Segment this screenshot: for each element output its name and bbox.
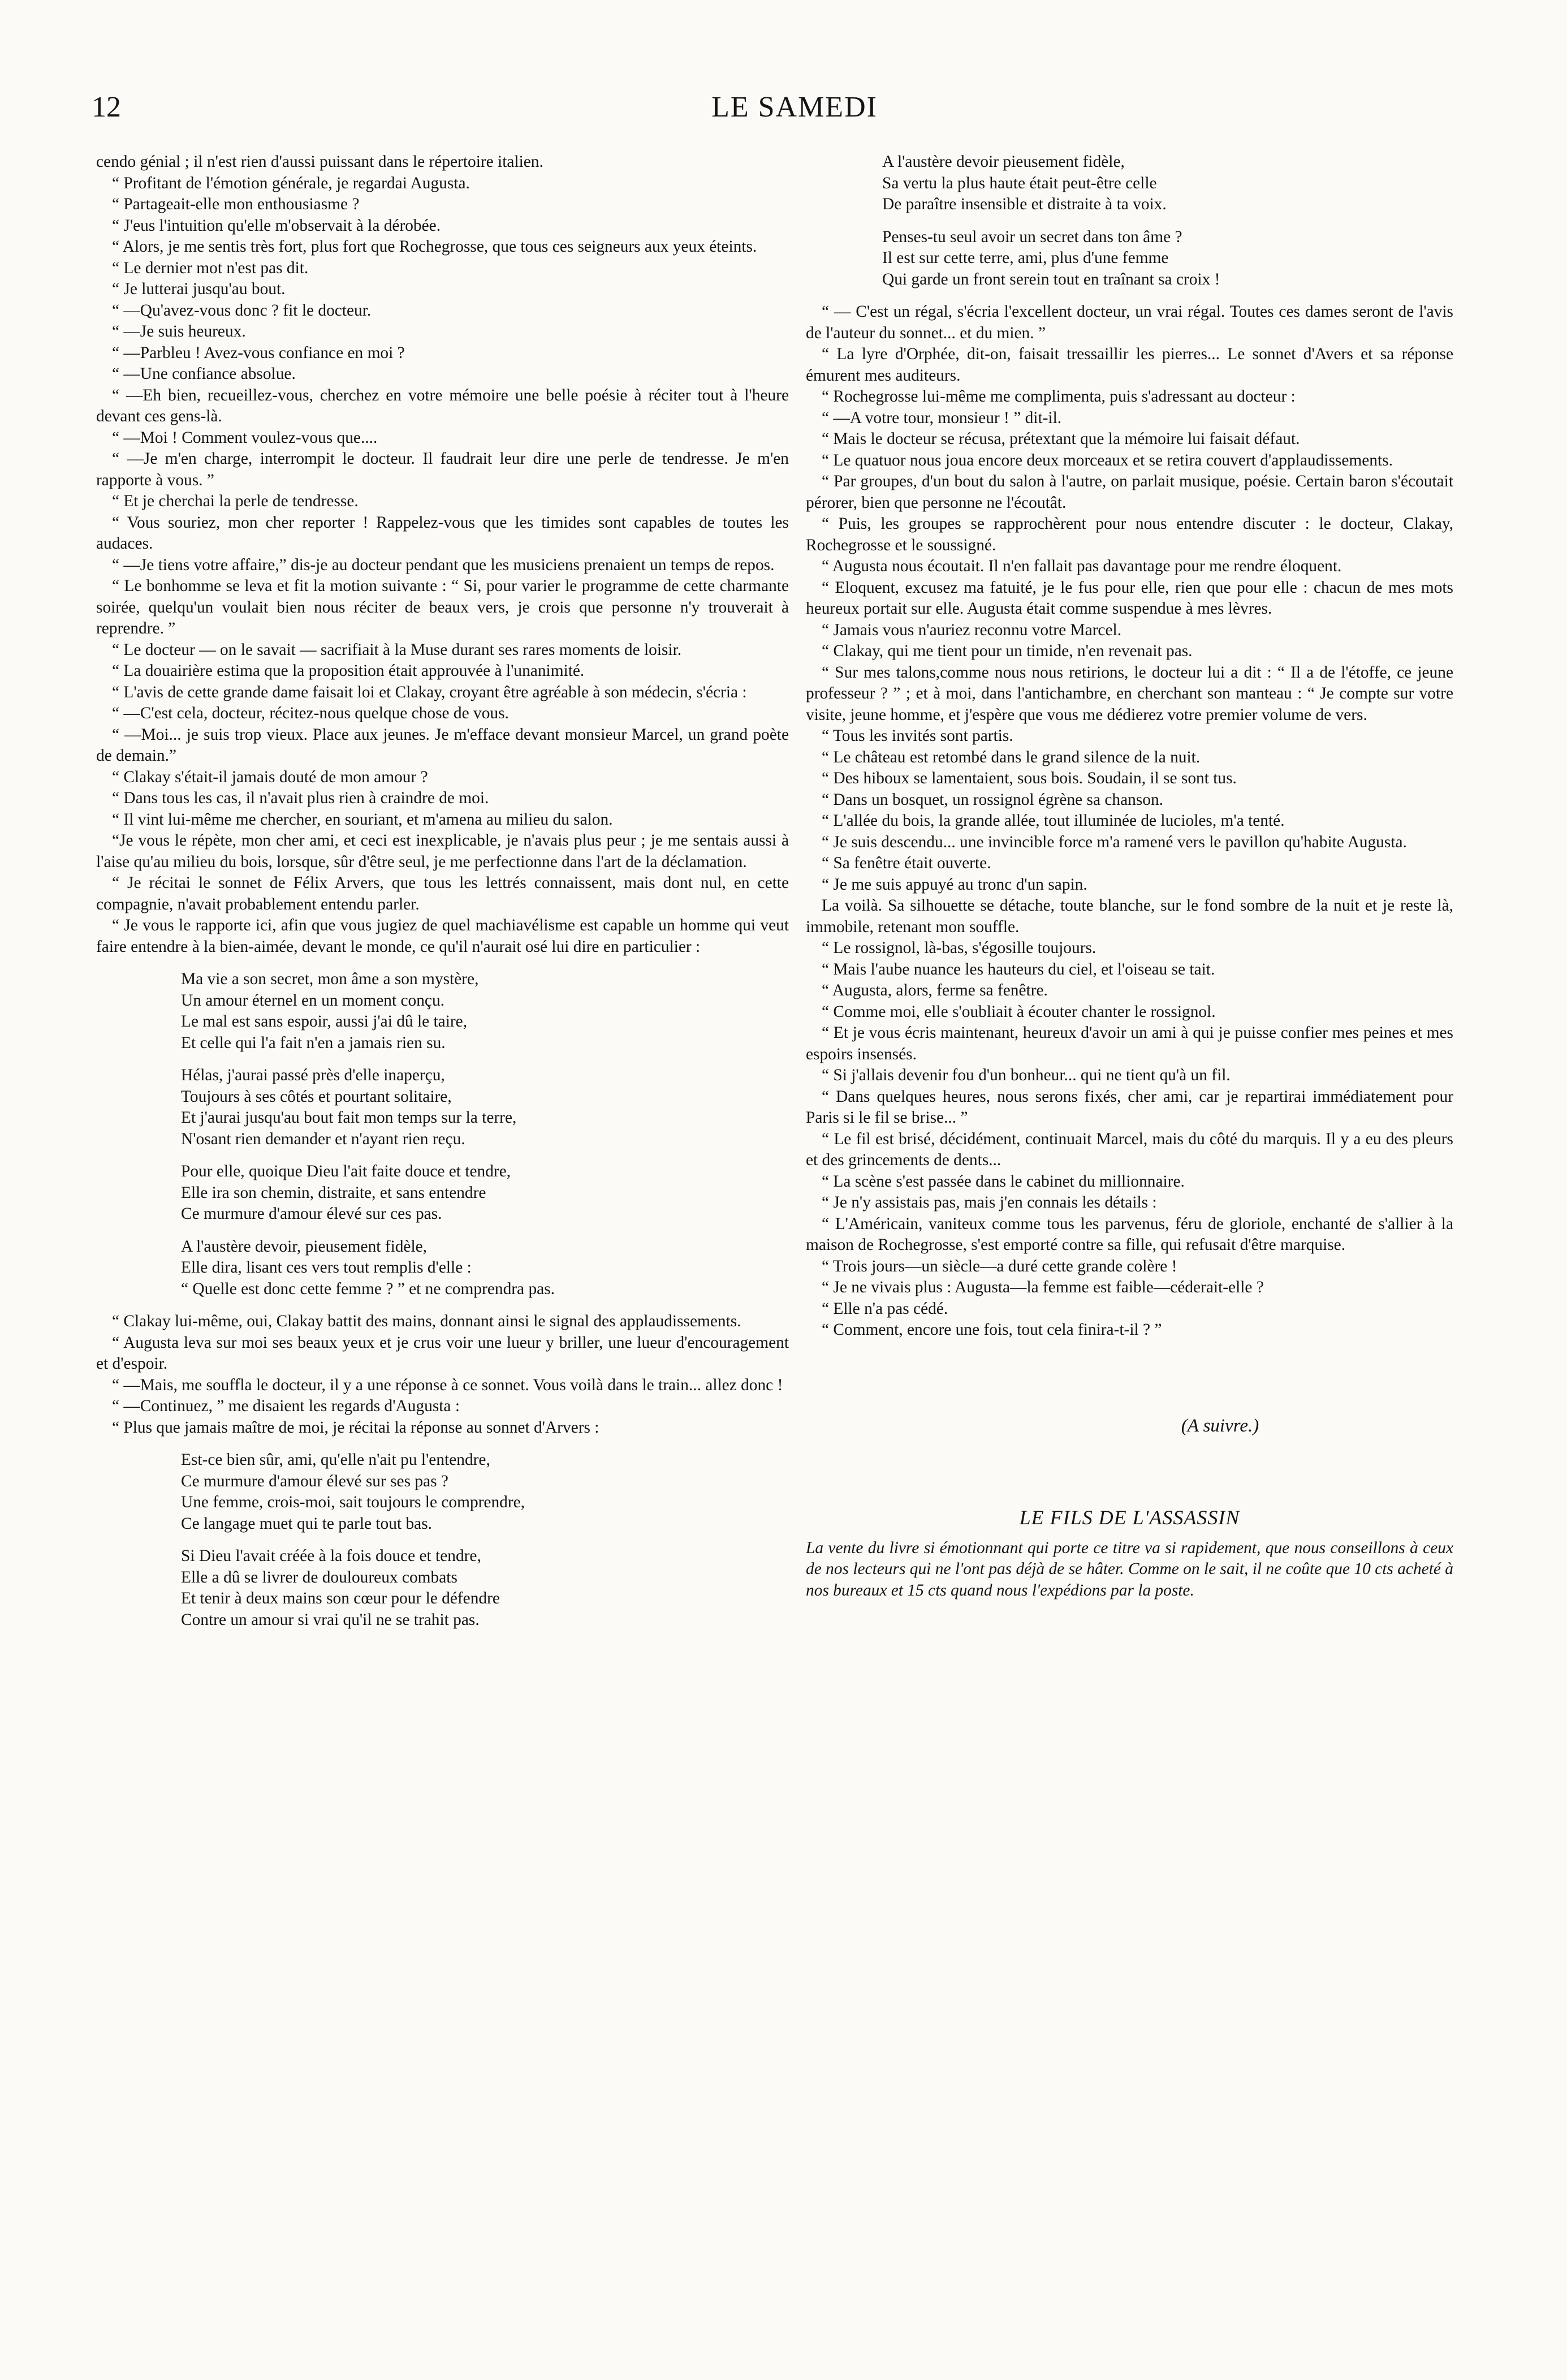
paragraph: “ Trois jours—un siècle—a duré cette grande colère !	[822, 1257, 1177, 1275]
verse-line: A l'austère devoir pieusement fidèle,	[882, 153, 1125, 171]
paragraph: “ Le rossignol, là-bas, s'égosille toujours.	[822, 939, 1097, 957]
paragraph: “ —Eh bien, recueillez-vous, cherchez en votre mémoire une belle poésie à réciter tout à l'heure devant ces gens-là.	[96, 386, 789, 425]
paragraph: “ Clakay lui-même, oui, Clakay battit des mains, donnant ainsi le signal des applaudissements.	[112, 1312, 741, 1330]
paragraph: “ Je récitai le sonnet de Félix Arvers, que tous les lettrés connaissent, mais dont nul, en cette compagnie, n'avait probablement entendu parler.	[96, 874, 789, 913]
paragraph: “ Plus que jamais maître de moi, je récitai la réponse au sonnet d'Arvers :	[112, 1418, 599, 1437]
verse-line: Si Dieu l'avait créée à la fois douce et tendre,	[181, 1547, 481, 1565]
paragraph: “ Comment, encore une fois, tout cela finira-t-il ? ”	[822, 1321, 1162, 1339]
verse-line: Elle dira, lisant ces vers tout remplis d'elle :	[181, 1258, 472, 1277]
left-column	[96, 152, 789, 1642]
verse-line: Hélas, j'aurai passé près d'elle inaperçu,	[181, 1066, 445, 1084]
paragraph: “ Par groupes, d'un bout du salon à l'autre, on parlait musique, poésie. Certain baron s'écoutait pérorer, bien que personne ne l'écoutât.	[806, 472, 1453, 512]
paragraph: “ La scène s'est passée dans le cabinet du millionnaire.	[822, 1172, 1185, 1191]
notice-text: La vente du livre si émotionnant qui porte ce titre va si rapidement, que nous conseillons à ceux de nos lecteurs qui ne l'ont pas déjà de se hâter. Comme on le sait, il ne coûte que 10 cts acheté à nos bureaux et 15 cts quand nous l'expédions par la poste.	[806, 1538, 1453, 1599]
paragraph: “ Des hiboux se lamentaient, sous bois. Soudain, il se sont tus.	[822, 769, 1237, 787]
paragraph: “ Sur mes talons,comme nous nous retirions, le docteur lui a dit : “ Il a de l'étoffe, ce jeune professeur ? ” ; et à moi, dans l'antichambre, en cherchant son manteau : “ Je compte sur votre visite, jeune homme, et j'espère que vous me dédierez votre premier volume de vers.	[806, 663, 1453, 724]
paragraph: “ Si j'allais devenir fou d'un bonheur... qui ne tient qu'à un fil.	[822, 1066, 1231, 1084]
verse-line: Elle ira son chemin, distraite, et sans entendre	[181, 1183, 486, 1202]
paragraph: “ Je me suis appuyé au tronc d'un sapin.	[822, 875, 1087, 894]
verse-line: Pour elle, quoique Dieu l'ait faite douce et tendre,	[181, 1162, 511, 1180]
page-number: 12	[92, 91, 121, 123]
verse-line: Et tenir à deux mains son cœur pour le défendre	[181, 1589, 500, 1607]
verse-line: “ Quelle est donc cette femme ? ” et ne comprendra pas.	[181, 1279, 555, 1298]
paragraph: La voilà. Sa silhouette se détache, toute blanche, sur le fond sombre de la nuit et je reste là, immobile, retenant mon souffle.	[806, 896, 1453, 936]
verse-line: Qui garde un front serein tout en traînant sa croix !	[882, 270, 1220, 288]
verse-line: Ma vie a son secret, mon âme a son mystère,	[181, 970, 479, 988]
paragraph: “ —C'est cela, docteur, récitez-nous quelque chose de vous.	[112, 704, 509, 722]
verse-line: Et j'aurai jusqu'au bout fait mon temps sur la terre,	[181, 1109, 517, 1127]
verse-stanza	[181, 1161, 789, 1225]
paragraph: “ J'eus l'intuition qu'elle m'observait à la dérobée.	[112, 216, 441, 235]
verse-line: Un amour éternel en un moment conçu.	[181, 991, 445, 1010]
paragraph: “ —Je tiens votre affaire,” dis-je au docteur pendant que les musiciens prenaient un temps de repos.	[112, 555, 775, 574]
verse-line: Le mal est sans espoir, aussi j'ai dû le taire,	[181, 1012, 468, 1031]
verse-line: Contre un amour si vrai qu'il ne se trahit pas.	[181, 1610, 480, 1629]
right-column	[806, 152, 1453, 1601]
paragraph: “ Vous souriez, mon cher reporter ! Rappelez-vous que les timides sont capables de toutes les audaces.	[96, 513, 789, 553]
paragraph: “ Partageait-elle mon enthousiasme ?	[112, 195, 360, 213]
paragraph: cendo génial ; il n'est rien d'aussi puissant dans le répertoire italien.	[96, 153, 543, 171]
paragraph: “ Le château est retombé dans le grand silence de la nuit.	[822, 748, 1201, 766]
paragraph: “ Comme moi, elle s'oubliait à écouter chanter le rossignol.	[822, 1002, 1216, 1021]
paragraph: “ Alors, je me sentis très fort, plus fort que Rochegrosse, que tous ces seigneurs aux yeux éteints.	[112, 238, 757, 256]
paragraph: “ Profitant de l'émotion générale, je regardai Augusta.	[112, 174, 470, 192]
verse-stanza	[181, 969, 789, 1054]
paragraph: “ —Je suis heureux.	[112, 322, 246, 340]
paragraph: “ Mais l'aube nuance les hauteurs du ciel, et l'oiseau se tait.	[822, 960, 1215, 978]
verse-line: Ce langage muet qui te parle tout bas.	[181, 1514, 432, 1533]
verse-line: N'osant rien demander et n'ayant rien reçu.	[181, 1129, 465, 1148]
verse-line: Toujours à ses côtés et pourtant solitaire,	[181, 1087, 452, 1106]
paragraph: “ Clakay s'était-il jamais douté de mon amour ?	[112, 768, 428, 786]
paragraph: “Je vous le répète, mon cher ami, et ceci est inexplicable, je n'avais plus peur ; je me sentais aussi à l'aise qu'au milieu du bois, lorsque, sûr d'être seul, je me perfectionne dans l'art de la déclamation.	[96, 831, 789, 871]
paragraph: “ L'avis de cette grande dame faisait loi et Clakay, croyant être agréable à son médecin, s'écria :	[112, 683, 747, 701]
paragraph: “ Dans tous les cas, il n'avait plus rien à craindre de moi.	[112, 789, 489, 807]
verse-line: Et celle qui l'a fait n'en a jamais rien su.	[181, 1033, 446, 1052]
paragraph: “ —Moi... je suis trop vieux. Place aux jeunes. Je m'efface devant monsieur Marcel, un grand poète de demain.”	[96, 725, 789, 765]
paragraph: “ L'allée du bois, la grande allée, tout illuminée de lucioles, m'a tenté.	[822, 812, 1285, 830]
paragraph: “ Dans quelques heures, nous serons fixés, cher ami, car je repartirai immédiatement pour Paris si le fil se brise... ”	[806, 1087, 1453, 1127]
notice-title: LE FILS DE L'ASSASSIN	[1019, 1506, 1240, 1529]
paragraph: “ Je n'y assistais pas, mais j'en connais les détails :	[822, 1193, 1157, 1211]
paragraph: “ Le bonhomme se leva et fit la motion suivante : “ Si, pour varier le programme de cette charmante soirée, quelqu'un voulait bien nous réciter de beaux vers, je crois que personne n'y trouverait à reprendre. ”	[96, 577, 789, 637]
paragraph: “ Il vint lui-même me chercher, en souriant, et m'amena au milieu du salon.	[112, 810, 613, 829]
paragraph: “ —Je m'en charge, interrompit le docteur. Il faudrait leur dire une perle de tendresse. Je m'en rapporte à vous. ”	[96, 450, 789, 489]
paragraph: “ —Une confiance absolue.	[112, 365, 296, 383]
verse-stanza	[882, 152, 1453, 215]
paragraph: “ L'Américain, vaniteux comme tous les parvenus, féru de gloriole, enchanté de s'allier à la maison de Rochegrosse, s'est emporté contre sa fille, qui refusait d'être marquise.	[806, 1214, 1453, 1254]
to-be-continued: (A suivre.)	[1181, 1415, 1259, 1436]
paragraph: “ Mais le docteur se récusa, prétextant que la mémoire lui faisait défaut.	[822, 430, 1300, 448]
paragraph: “ Je vous le rapporte ici, afin que vous jugiez de quel machiavélisme est capable un homme qui veut faire entendre à la bien-aimée, devant le monde, ce qu'il n'aurait osé lui dire en particulier :	[96, 916, 789, 956]
paragraph: “ La lyre d'Orphée, dit-on, faisait tressaillir les pierres... Le sonnet d'Avers et sa réponse émurent mes auditeurs.	[806, 345, 1453, 385]
verse-stanza	[181, 1450, 789, 1534]
paragraph: “ Le fil est brisé, décidément, continuait Marcel, mais du côté du marquis. Il y a eu des pleurs et des grincements de dents...	[806, 1129, 1453, 1169]
verse-line: Sa vertu la plus haute était peut-être celle	[882, 174, 1157, 192]
verse-stanza	[181, 1236, 789, 1300]
paragraph: “ Dans un bosquet, un rossignol égrène sa chanson.	[822, 790, 1164, 809]
paragraph: “ Augusta leva sur moi ses beaux yeux et je crus voir une lueur y briller, une lueur d'encouragement et d'espoir.	[96, 1333, 789, 1373]
paragraph: “ Puis, les groupes se rapprochèrent pour nous entendre discuter : le docteur, Clakay, Rochegrosse et le soussigné.	[806, 515, 1453, 554]
verse-line: De paraître insensible et distraite à ta voix.	[882, 195, 1167, 213]
verse-line: Il est sur cette terre, ami, plus d'une femme	[882, 249, 1169, 267]
verse-line: Penses-tu seul avoir un secret dans ton âme ?	[882, 227, 1182, 246]
paragraph: “ —Moi ! Comment voulez-vous que....	[112, 428, 378, 447]
right-column-text	[806, 152, 1453, 1341]
paragraph: “ Eloquent, excusez ma fatuité, je le fus pour elle, rien que pour elle : chacun de mes mots heureux portait sur elle. Augusta était comme suspendue à mes lèvres.	[806, 578, 1453, 618]
paragraph: “ Augusta, alors, ferme sa fenêtre.	[822, 981, 1048, 999]
paragraph: “ —Qu'avez-vous donc ? fit le docteur.	[112, 301, 372, 320]
paragraph: “ — C'est un régal, s'écria l'excellent docteur, un vrai régal. Toutes ces dames seront de l'avis de l'auteur du sonnet... et du mien. ”	[806, 303, 1453, 342]
running-title: LE SAMEDI	[711, 91, 878, 123]
paragraph: “ Et je vous écris maintenant, heureux d'avoir un ami à qui je puisse confier mes peines et mes espoirs insensés.	[806, 1024, 1453, 1063]
paragraph: “ Je suis descendu... une invincible force m'a ramené vers le pavillon qu'habite Augusta.	[822, 833, 1407, 851]
paragraph: “ Jamais vous n'auriez reconnu votre Marcel.	[822, 620, 1122, 639]
paragraph: “ La douairière estima que la proposition était approuvée à l'unanimité.	[112, 662, 585, 680]
paragraph: “ Tous les invités sont partis.	[822, 727, 1013, 745]
paragraph: “ Et je cherchai la perle de tendresse.	[112, 492, 359, 510]
verse-stanza	[181, 1065, 789, 1150]
paragraph: “ Le quatuor nous joua encore deux morceaux et se retira couvert d'applaudissements.	[822, 451, 1393, 469]
verse-stanza	[181, 1546, 789, 1631]
paragraph: “ Elle n'a pas cédé.	[822, 1299, 948, 1318]
verse-line: Elle a dû se livrer de douloureux combats	[181, 1568, 457, 1586]
paragraph: “ Je lutterai jusqu'au bout.	[112, 280, 286, 298]
paragraph: “ Rochegrosse lui-même me complimenta, puis s'adressant au docteur :	[822, 387, 1296, 406]
paragraph: “ Je ne vivais plus : Augusta—la femme est faible—céderait-elle ?	[822, 1278, 1264, 1296]
paragraph: “ —A votre tour, monsieur ! ” dit-il.	[822, 408, 1062, 427]
verse-stanza	[882, 227, 1453, 291]
verse-line: Est-ce bien sûr, ami, qu'elle n'ait pu l'entendre,	[181, 1451, 490, 1469]
verse-line: Une femme, crois-moi, sait toujours le comprendre,	[181, 1493, 525, 1511]
paragraph: “ Clakay, qui me tient pour un timide, n'en revenait pas.	[822, 642, 1193, 660]
paragraph: “ —Parbleu ! Avez-vous confiance en moi ?	[112, 343, 405, 362]
paragraph: “ Sa fenêtre était ouverte.	[822, 854, 991, 872]
paragraph: “ —Mais, me souffla le docteur, il y a une réponse à ce sonnet. Vous voilà dans le train... allez donc !	[112, 1376, 783, 1394]
paragraph: “ —Continuez, ” me disaient les regards d'Augusta :	[112, 1397, 460, 1415]
paragraph: “ Le dernier mot n'est pas dit.	[112, 258, 309, 277]
verse-line: A l'austère devoir, pieusement fidèle,	[181, 1237, 428, 1256]
paragraph: “ Le docteur — on le savait — sacrifiait à la Muse durant ses rares moments de loisir.	[112, 640, 682, 659]
verse-line: Ce murmure d'amour élevé sur ces pas.	[181, 1205, 442, 1223]
verse-line: Ce murmure d'amour élevé sur ses pas ?	[181, 1472, 448, 1490]
paragraph: “ Augusta nous écoutait. Il n'en fallait pas davantage pour me rendre éloquent.	[822, 557, 1342, 575]
page-header	[85, 90, 1504, 141]
book-notice	[806, 1505, 1453, 1602]
